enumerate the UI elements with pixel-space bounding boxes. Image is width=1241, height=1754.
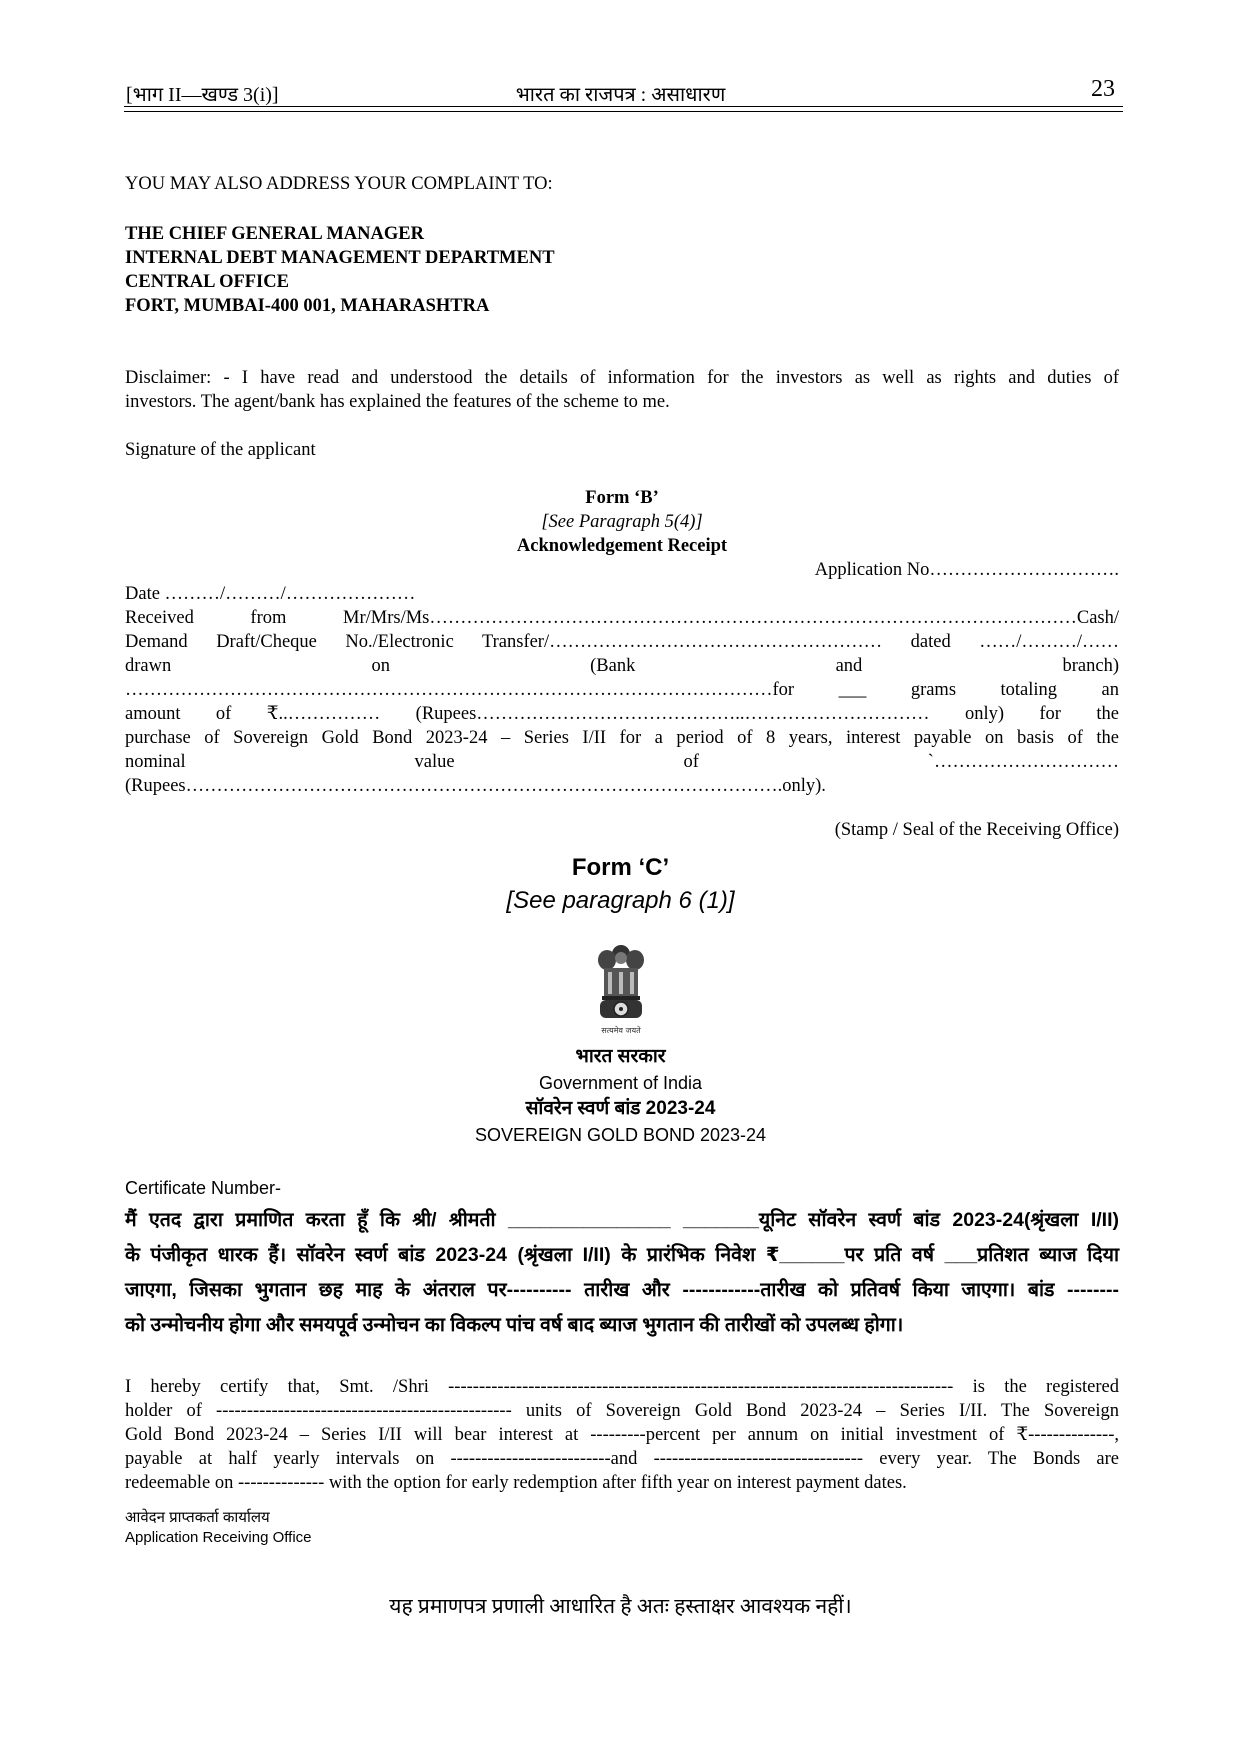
header-divider-double: [124, 111, 1123, 112]
receiving-office: [125, 1508, 1119, 1548]
gov-hindi: भारत सरकार: [575, 1046, 666, 1067]
english-line: Gold Bond 2023-24 – Series I/II will bear interest at ---------percent per annum on initial investment of ₹--------------,: [125, 1425, 1119, 1445]
grams-field: ……………………………………………………………………………………………for ___ grams totaling an: [125, 680, 1119, 700]
form-b-subtitle: Acknowledgement Receipt: [516, 536, 728, 556]
certificate-number-label: Certificate Number-: [125, 1178, 282, 1198]
hindi-line: को उन्मोचनीय होगा और समयपूर्व उन्मोचन का विकल्प पांच वर्ष बाद ब्याज भुगतान की तारीखों को उपलब्ध होगा।: [125, 1314, 904, 1336]
word: (Bank: [590, 656, 636, 676]
word: drawn: [125, 656, 172, 676]
english-certificate-text: [125, 1375, 1119, 1495]
english-line: I hereby certify that, Smt. /Shri ---------------------------------------------------------------------------------- is the registered: [125, 1377, 1119, 1397]
disclaimer-line: investors. The agent/bank has explained the features of the scheme to me.: [125, 392, 670, 412]
bond-english: SOVEREIGN GOLD BOND 2023-24: [474, 1125, 767, 1145]
header-gazette-title: भारत का राजपत्र : असाधारण: [515, 84, 726, 106]
hindi-line: के पंजीकृत धारक हैं। सॉवरेन स्वर्ण बांड 2023-24 (श्रृंखला I/II) के प्रारंभिक निवेश ₹______पर प्रति वर्ष ___प्रतिशत ब्याज दिया: [125, 1244, 1119, 1266]
form-b-title: Form ‘B’: [585, 488, 659, 508]
svg-text:सत्यमेव जयते: सत्यमेव जयते: [601, 1026, 641, 1035]
office-hindi: आवेदन प्राप्तकर्ता कार्यालय: [125, 1509, 270, 1526]
word: `…………………………: [927, 752, 1119, 772]
hindi-line: जाएगा, जिसका भुगतान छह माह के अंतराल पर---------- तारीख और ------------तारीख को प्रतिवर्ष किया जाएगा। बांड --------: [125, 1279, 1119, 1301]
application-number-field: Application No………………………….: [814, 560, 1119, 580]
stamp-seal-label: (Stamp / Seal of the Receiving Office): [834, 820, 1119, 840]
word: branch): [1062, 656, 1119, 676]
english-line: payable at half yearly intervals on --------------------------and ---------------------------------- every year. The Bonds are: [125, 1449, 1119, 1469]
complaint-intro: YOU MAY ALSO ADDRESS YOUR COMPLAINT TO:: [125, 174, 553, 194]
form-b-body: [125, 582, 1119, 798]
disclaimer-line: Disclaimer: - I have read and understood the details of information for the investors as well as rights and duties of: [125, 368, 1119, 388]
office-english: Application Receiving Office: [125, 1529, 312, 1546]
drawn-on-line: [125, 654, 1119, 678]
hindi-line: मैं एतद द्वारा प्रमाणित करता हूँ कि श्री/ श्रीमती _______________ _______यूनिट सॉवरेन स्वर्ण बांड 2023-24(श्रृंखला I/II): [125, 1209, 1119, 1231]
gov-english: Government of India: [538, 1073, 703, 1093]
government-heading: [0, 1044, 1241, 1148]
bond-hindi: सॉवरेन स्वर्ण बांड 2023-24: [525, 1098, 716, 1119]
form-c-title: Form ‘C’: [571, 854, 670, 881]
purchase-line: purchase of Sovereign Gold Bond 2023-24 – Series I/II for a period of 8 years, interest payable on basis of the: [125, 728, 1119, 748]
signature-label: Signature of the applicant: [125, 440, 316, 460]
page-header: [124, 74, 1117, 104]
english-line: redeemable on -------------- with the option for early redemption after fifth year on interest payment dates.: [125, 1473, 907, 1493]
word: nominal: [125, 752, 186, 772]
word: of: [683, 752, 699, 772]
form-b-heading: [125, 486, 1119, 558]
national-emblem-icon: [586, 938, 656, 1038]
page-number: 23: [1091, 76, 1115, 102]
form-b-reference: [See Paragraph 5(4)]: [541, 512, 703, 532]
word: value: [414, 752, 455, 772]
received-from-field: Received from Mr/Mrs/Ms……………………………………………………………………………………………Cash/: [125, 608, 1119, 628]
system-generated-note: यह प्रमाणपत्र प्रणाली आधारित है अतः हस्ताक्षर आवश्यक नहीं।: [389, 1594, 852, 1618]
address-line: THE CHIEF GENERAL MANAGER: [125, 224, 424, 244]
complaint-address: [125, 222, 1119, 318]
nominal-value-line: [125, 750, 1119, 774]
payment-mode-field: Demand Draft/Cheque No./Electronic Transfer/……………………………………………… dated ……/………/……: [125, 632, 1119, 652]
address-line: FORT, MUMBAI-400 001, MAHARASHTRA: [125, 296, 490, 316]
form-c-heading: [0, 852, 1241, 918]
disclaimer: [125, 366, 1119, 414]
word: on: [371, 656, 390, 676]
hindi-certificate-text: [125, 1203, 1119, 1343]
english-line: holder of ------------------------------------------------ units of Sovereign Gold Bond 2023-24 – Series I/II. The Sovereign: [125, 1401, 1119, 1421]
rupees-field: (Rupees…………………………………………………………………………………….only).: [125, 776, 826, 796]
address-line: INTERNAL DEBT MANAGEMENT DEPARTMENT: [125, 248, 555, 268]
header-section: [भाग II—खण्ड 3(i)]: [126, 84, 279, 106]
address-line: CENTRAL OFFICE: [125, 272, 289, 292]
date-field: Date ………/………/…………………: [125, 584, 416, 604]
form-c-reference: [See paragraph 6 (1)]: [506, 887, 735, 914]
amount-field: amount of ₹..…………… (Rupees……………………………………..………………………… only) for the: [125, 704, 1119, 724]
header-divider: [124, 106, 1123, 107]
word: and: [835, 656, 863, 676]
